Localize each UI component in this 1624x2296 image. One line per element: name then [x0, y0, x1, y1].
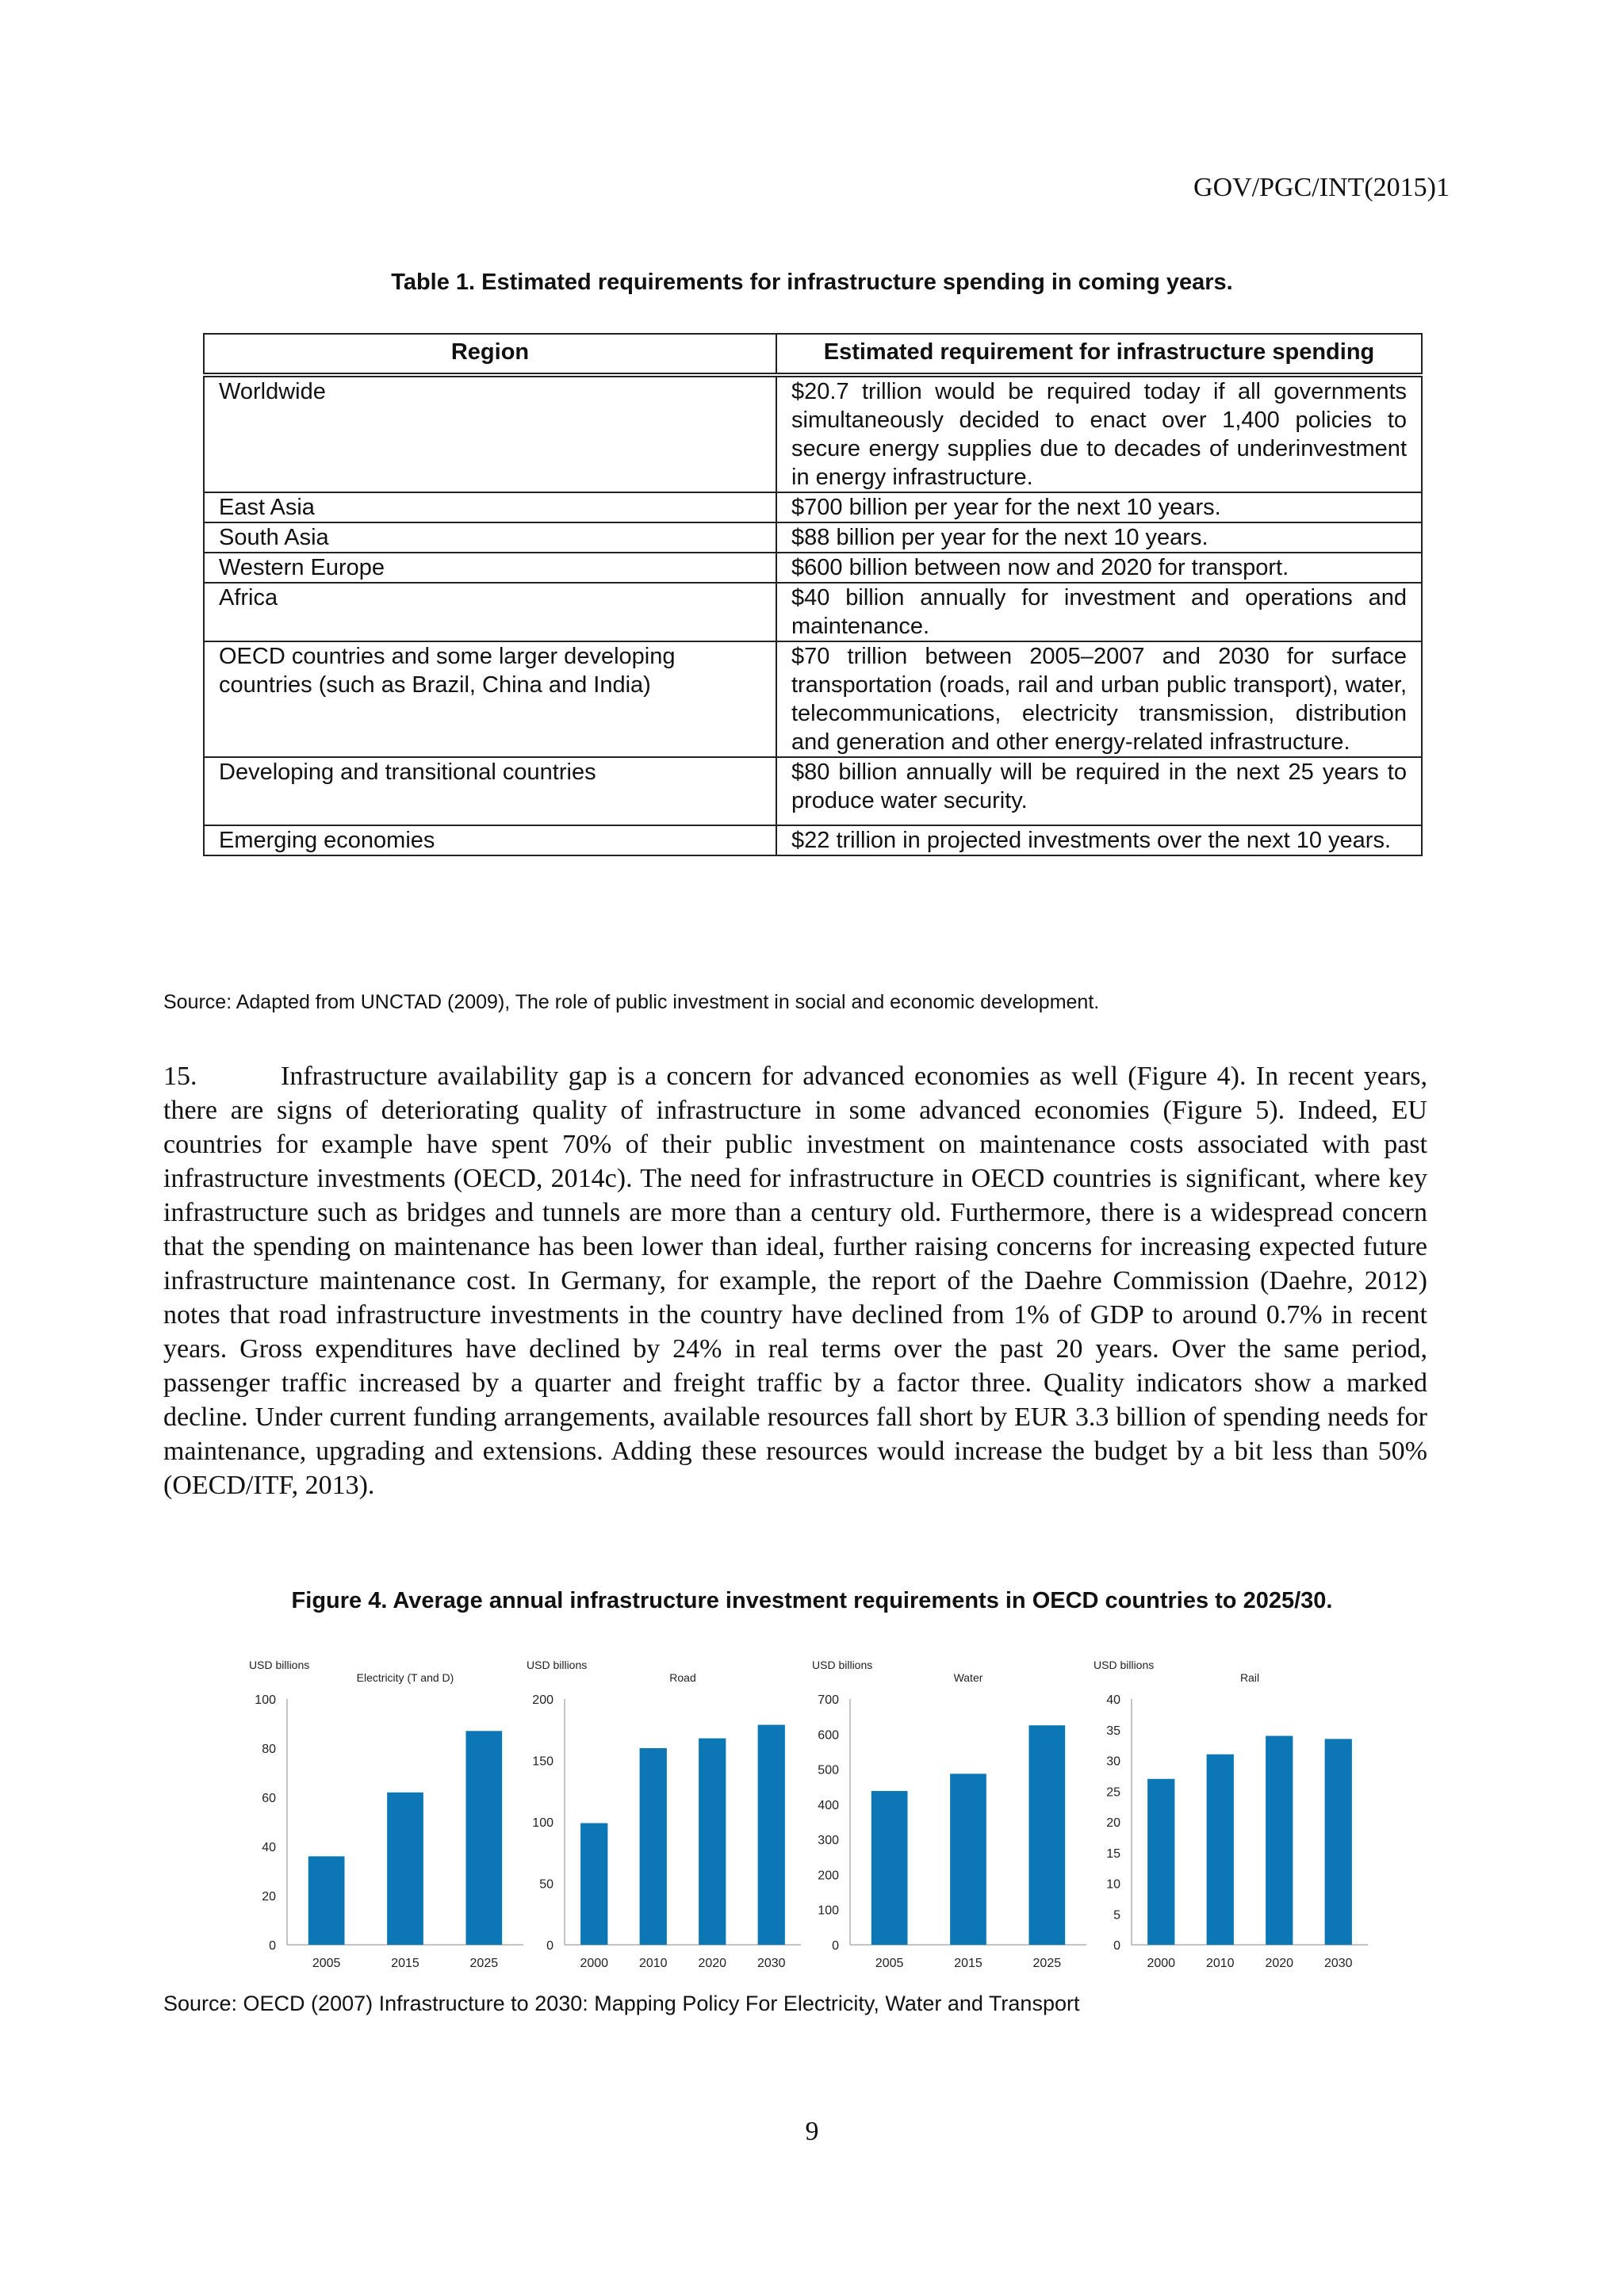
y-tick-label: 60	[262, 1792, 276, 1805]
requirement-cell	[776, 757, 1422, 825]
figure-source-note: Source: OECD (2007) Infrastructure to 2030: Mapping Policy For Electricity, Water and Transport	[163, 1992, 1080, 2015]
table-row	[204, 825, 1422, 855]
y-tick-label: 400	[818, 1798, 839, 1812]
table-title: Table 1. Estimated requirements for infrastructure spending in coming years.	[391, 270, 1233, 295]
y-tick-label: 50	[539, 1877, 553, 1892]
table-header-row	[204, 334, 1422, 375]
bar	[580, 1823, 607, 1945]
y-tick-label: 600	[818, 1728, 839, 1743]
region-cell: Africa	[204, 583, 776, 641]
requirement-cell: $88 billion per year for the next 10 years.	[776, 522, 1422, 553]
bar	[308, 1856, 345, 1945]
chart-title: Water	[953, 1671, 983, 1684]
region-cell: Emerging economies	[204, 825, 776, 855]
table-row	[204, 522, 1422, 553]
requirement-cell: $22 trillion in projected investments over the next 10 years.	[776, 825, 1422, 855]
region-cell: East Asia	[204, 492, 776, 522]
y-tick-label: 15	[1106, 1846, 1120, 1861]
y-tick-label: 25	[1106, 1785, 1120, 1800]
figure-title: Figure 4. Average annual infrastructure investment requirements in OECD countries to 2025/30.	[291, 1588, 1333, 1613]
page-number: 9	[805, 2117, 819, 2146]
column-header-requirement: Estimated requirement for infrastructure spending	[776, 334, 1422, 375]
bar	[1147, 1779, 1174, 1945]
y-tick-label: 20	[262, 1890, 276, 1904]
requirement-cell: $600 billion between now and 2020 for transport.	[776, 553, 1422, 583]
y-tick-label: 0	[1113, 1939, 1120, 1953]
chart-title: Electricity (T and D)	[356, 1671, 454, 1684]
y-axis-label: USD billions	[249, 1659, 310, 1671]
x-tick-label: 2020	[1265, 1957, 1294, 1970]
y-tick-label: 300	[818, 1834, 839, 1848]
y-tick-label: 0	[546, 1939, 553, 1953]
bar	[1325, 1739, 1352, 1945]
x-tick-label: 2005	[875, 1957, 904, 1970]
y-tick-label: 150	[532, 1755, 553, 1769]
bar	[1207, 1755, 1234, 1945]
y-tick-label: 40	[262, 1841, 276, 1854]
y-tick-label: 5	[1113, 1908, 1120, 1923]
bar	[1028, 1725, 1065, 1945]
x-tick-label: 2030	[1323, 1957, 1353, 1970]
column-header-region: Region	[204, 334, 776, 375]
y-tick-label: 100	[255, 1693, 276, 1707]
chart-svg	[515, 1653, 817, 1986]
y-tick-label: 30	[1106, 1755, 1120, 1769]
region-cell: OECD countries and some larger developing countries (such as Brazil, China and India)	[204, 641, 776, 757]
chart-road	[515, 1653, 817, 1986]
table-source-note: Source: Adapted from UNCTAD (2009), The role of public investment in social and economic development.	[163, 991, 1100, 1013]
x-tick-label: 2010	[638, 1957, 668, 1970]
y-tick-label: 200	[532, 1693, 553, 1707]
bar	[640, 1748, 667, 1945]
chart-svg	[238, 1653, 539, 1986]
x-tick-label: 2030	[756, 1957, 786, 1970]
y-tick-label: 100	[532, 1816, 553, 1830]
y-tick-label: 80	[262, 1743, 276, 1756]
bar	[871, 1791, 908, 1945]
y-tick-label: 10	[1106, 1877, 1120, 1892]
bar	[758, 1725, 785, 1945]
region-cell: Worldwide	[204, 375, 776, 492]
y-axis-label: USD billions	[812, 1659, 873, 1671]
requirement-cell: $20.7 trillion would be required today if all governments simultaneously decided to enact over 1,400 policies to secure energy supplies due to decades of underinvestment in energy infrastructure.	[776, 375, 1422, 492]
region-cell: Western Europe	[204, 553, 776, 583]
y-axis-label: USD billions	[1094, 1659, 1155, 1671]
y-tick-label: 100	[818, 1904, 839, 1918]
requirement-cell: $70 trillion between 2005–2007 and 2030 for surface transportation (roads, rail and urban public transport), water, telecommunications, electricity transmission, distribution and generation and other energy-related infrastructure.	[776, 641, 1422, 757]
requirement-cell: $40 billion annually for investment and operations and maintenance.	[776, 583, 1422, 641]
x-tick-label: 2005	[312, 1957, 341, 1970]
x-tick-label: 2015	[391, 1957, 419, 1970]
x-tick-label: 2000	[580, 1957, 609, 1970]
paragraph-text: Infrastructure availability gap is a concern for advanced economies as well (Figure 4). In recent years, there are signs of deteriorating quality of infrastructure in some advanced economies (Figure 5). Indeed, EU countries for example have spent 70% of their public investment on maintenance costs associated with past infrastructure investments (OECD, 2014c). The need for infrastructure in OECD countries is significant, where key infrastructure such as bridges and tunnels are more than a century old. Furthermore, there is a widespread concern that the spending on maintenance has been lower than ideal, further raising concerns for increasing expected future infrastructure maintenance cost. In Germany, for example, the report of the Daehre Commission (Daehre, 2012) notes that road infrastructure investments in the country have declined from 1% of GDP to around 0.7% in recent years. Gross expenditures have declined by 24% in real terms over the past 20 years. Over the same period, passenger traffic increased by a quarter and freight traffic by a factor three. Quality indicators show a marked decline. Under current funding arrangements, available resources fall short by EUR 3.3 billion of spending needs for maintenance, upgrading and extensions. Adding these resources would increase the budget by a bit less than 50% (OECD/ITF, 2013).	[163, 1062, 1427, 1500]
y-tick-label: 20	[1106, 1816, 1120, 1830]
document-code: GOV/PGC/INT(2015)1	[1193, 173, 1450, 202]
chart-svg	[801, 1653, 1102, 1986]
y-tick-label: 200	[818, 1869, 839, 1883]
bar	[465, 1731, 502, 1945]
y-tick-label: 35	[1106, 1724, 1120, 1738]
bar	[387, 1793, 423, 1945]
paragraph-15	[163, 1059, 1427, 1502]
bar	[699, 1739, 726, 1945]
x-tick-label: 2000	[1147, 1957, 1176, 1970]
y-tick-label: 40	[1106, 1693, 1120, 1707]
x-tick-label: 2025	[469, 1957, 499, 1970]
requirement-cell: $700 billion per year for the next 10 years.	[776, 492, 1422, 522]
y-tick-label: 700	[818, 1693, 839, 1707]
chart-title: Rail	[1239, 1671, 1260, 1684]
requirement-text: $80 billion annually will be required in the next 25 years to produce water security.	[791, 760, 1407, 813]
chart-rail	[1082, 1653, 1384, 1986]
table-row	[204, 553, 1422, 583]
x-tick-label: 2010	[1205, 1957, 1235, 1970]
y-tick-label: 500	[818, 1763, 839, 1777]
table-row	[204, 492, 1422, 522]
y-axis-label: USD billions	[527, 1659, 588, 1671]
chart-svg	[1082, 1653, 1384, 1986]
region-cell: South Asia	[204, 522, 776, 553]
x-tick-label: 2020	[698, 1957, 727, 1970]
chart-water	[801, 1653, 1102, 1986]
chart-title: Road	[669, 1671, 696, 1684]
y-tick-label: 0	[832, 1939, 839, 1953]
infrastructure-requirements-table	[203, 333, 1423, 856]
bar	[1266, 1736, 1293, 1946]
table-row	[204, 641, 1422, 757]
table-row	[204, 375, 1422, 492]
table-row	[204, 583, 1422, 641]
paragraph-number: 15.	[163, 1062, 197, 1091]
x-tick-label: 2025	[1032, 1957, 1062, 1970]
x-tick-label: 2015	[954, 1957, 982, 1970]
bar	[950, 1774, 986, 1945]
table-row	[204, 757, 1422, 825]
region-cell: Developing and transitional countries	[204, 757, 776, 825]
y-tick-label: 0	[269, 1939, 276, 1953]
chart-electricity	[238, 1653, 539, 1986]
